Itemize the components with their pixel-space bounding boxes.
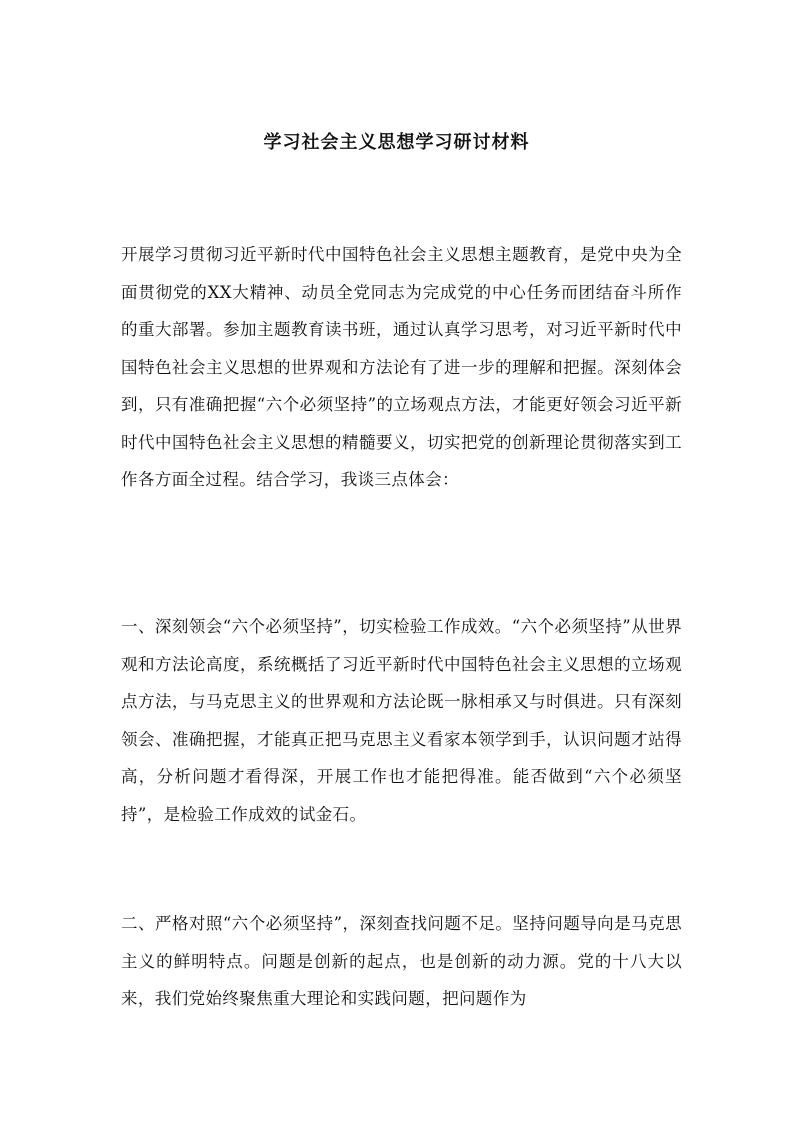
paragraph-intro: 开展学习贯彻习近平新时代中国特色社会主义思想主题教育，是党中央为全面贯彻党的XX大精神、动员全党同志为完成党的中心任务而团结奋斗所作的重大部署。参加主题教育读书班，通过认真学习思考，对习近平新时代中国特色社会主义思想的世界观和方法论有了进一步的理解和把握。深刻体会到，只有准确把握“六个必须坚持”的立场观点方法，才能更好领会习近平新时代中国特色社会主义思想的精髓要义，切实把党的创新理论贯彻落实到工作各方面全过程。结合学习，我谈三点体会： bbox=[121, 245, 682, 489]
document-title: 学习社会主义思想学习研讨材料 bbox=[263, 132, 530, 153]
paragraph-section-two: 二、严格对照“六个必须坚持”，深刻查找问题不足。坚持问题导向是马克思主义的鲜明特点。问题是创新的起点，也是创新的动力源。党的十八大以来，我们党始终聚焦重大理论和实践问题，把问题作为 bbox=[121, 914, 682, 1008]
paragraph-section-one: 一、深刻领会“六个必须坚持”，切实检验工作成效。“六个必须坚持”从世界观和方法论高度，系统概括了习近平新时代中国特色社会主义思想的立场观点方法，与马克思主义的世界观和方法论既一脉相承又与时俱进。只有深刻领会、准确把握，才能真正把马克思主义看家本领学到手，认识问题才站得高，分析问题才看得深，开展工作也才能把得准。能否做到“六个必须坚持”，是检验工作成效的试金石。 bbox=[121, 617, 682, 824]
